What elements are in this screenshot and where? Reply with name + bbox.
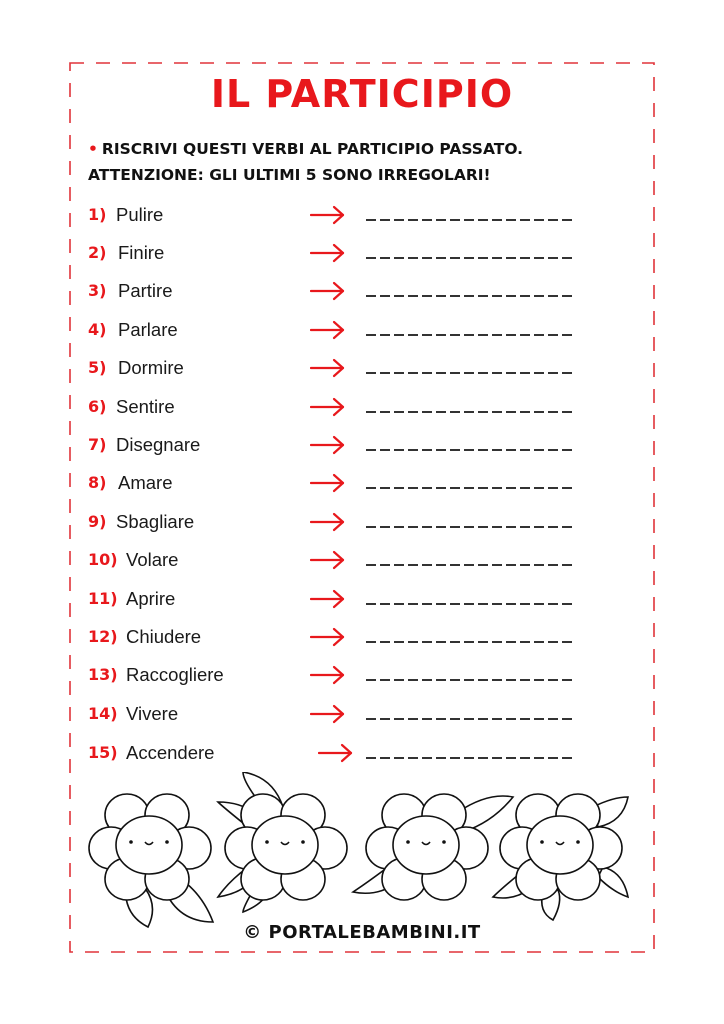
exercise-row	[88, 625, 598, 655]
instruction-line-1	[88, 136, 628, 162]
flower-icon	[493, 794, 628, 920]
right-arrow-icon	[310, 665, 346, 685]
item-number: 2)	[88, 243, 107, 262]
instruction-text-1: RISCRIVI QUESTI VERBI AL PARTICIPIO PASSATO.	[101, 140, 524, 158]
verb-label: Disegnare	[116, 434, 201, 455]
item-number: 10)	[88, 550, 118, 569]
answer-blank[interactable]	[365, 713, 576, 725]
exercise-row	[88, 471, 598, 501]
verb-label: Parlare	[118, 319, 178, 340]
instruction-line-2: ATTENZIONE: GLI ULTIMI 5 SONO IRREGOLARI!	[88, 166, 491, 184]
answer-blank[interactable]	[365, 214, 576, 226]
exercise-row	[88, 433, 598, 463]
right-arrow-icon	[310, 435, 346, 455]
verb-label: Aprire	[126, 588, 176, 609]
exercise-row	[88, 548, 598, 578]
answer-blank[interactable]	[365, 482, 576, 494]
exercise-row	[88, 241, 598, 271]
verb-label: Finire	[118, 242, 165, 263]
verb-label: Amare	[118, 472, 173, 493]
answer-blank[interactable]	[365, 406, 576, 418]
verb-label: Raccogliere	[126, 664, 224, 685]
instructions	[88, 136, 628, 188]
right-arrow-icon	[310, 320, 346, 340]
item-number: 3)	[88, 281, 107, 300]
item-number: 11)	[88, 589, 118, 608]
answer-blank[interactable]	[365, 674, 576, 686]
item-number: 9)	[88, 512, 107, 531]
answer-blank[interactable]	[365, 444, 576, 456]
item-number: 15)	[88, 743, 118, 762]
verb-label: Dormire	[118, 357, 184, 378]
verb-label: Sentire	[116, 396, 175, 417]
copyright-footer: © PORTALEBAMBINI.IT	[243, 922, 481, 943]
item-number: 12)	[88, 627, 118, 646]
answer-blank[interactable]	[365, 636, 576, 648]
flower-icon	[89, 794, 213, 927]
exercise-row	[88, 356, 598, 386]
exercise-row	[88, 318, 598, 348]
flower-icon	[218, 772, 347, 912]
answer-blank[interactable]	[365, 252, 576, 264]
exercise-row	[88, 203, 598, 233]
verb-label: Partire	[118, 280, 173, 301]
item-number: 14)	[88, 704, 118, 723]
item-number: 5)	[88, 358, 107, 377]
answer-blank[interactable]	[365, 521, 576, 533]
verb-label: Vivere	[126, 703, 179, 724]
right-arrow-icon	[310, 205, 346, 225]
answer-blank[interactable]	[365, 329, 576, 341]
exercise-row	[88, 702, 598, 732]
right-arrow-icon	[310, 281, 346, 301]
page-title: IL PARTICIPIO	[210, 72, 514, 116]
right-arrow-icon	[310, 243, 346, 263]
item-number: 4)	[88, 320, 107, 339]
right-arrow-icon	[310, 550, 346, 570]
right-arrow-icon	[310, 473, 346, 493]
item-number: 6)	[88, 397, 107, 416]
exercise-row	[88, 279, 598, 309]
exercise-row	[88, 663, 598, 693]
right-arrow-icon	[310, 512, 346, 532]
verb-label: Chiudere	[126, 626, 202, 647]
right-arrow-icon	[310, 627, 346, 647]
item-number: 13)	[88, 665, 118, 684]
verb-label: Sbagliare	[116, 511, 195, 532]
right-arrow-icon	[310, 397, 346, 417]
answer-blank[interactable]	[365, 367, 576, 379]
answer-blank[interactable]	[365, 559, 576, 571]
item-number: 8)	[88, 473, 107, 492]
exercise-row	[88, 587, 598, 617]
right-arrow-icon	[310, 704, 346, 724]
flowers-decoration	[88, 772, 640, 932]
verb-label: Accendere	[126, 742, 215, 763]
exercise-row	[88, 395, 598, 425]
flower-icon	[353, 794, 513, 900]
right-arrow-icon	[310, 589, 346, 609]
bullet-icon: •	[88, 140, 98, 158]
verb-label: Volare	[126, 549, 179, 570]
answer-blank[interactable]	[365, 290, 576, 302]
exercise-row	[88, 510, 598, 540]
answer-blank[interactable]	[365, 598, 576, 610]
item-number: 7)	[88, 435, 107, 454]
item-number: 1)	[88, 205, 107, 224]
answer-blank[interactable]	[365, 752, 576, 764]
right-arrow-icon	[318, 743, 354, 763]
verb-label: Pulire	[116, 204, 164, 225]
exercise-row	[88, 741, 598, 771]
right-arrow-icon	[310, 358, 346, 378]
